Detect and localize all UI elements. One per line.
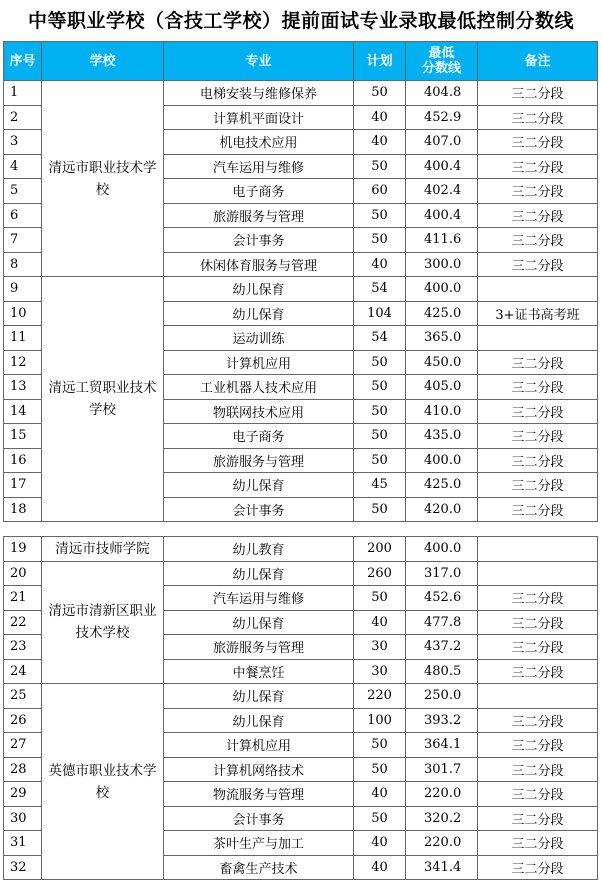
major-cell: 会计事务: [164, 228, 354, 253]
note-cell: 三二分段: [478, 610, 598, 635]
major-cell: 旅游服务与管理: [164, 203, 354, 228]
plan-cell: 220: [354, 684, 406, 709]
major-cell: 茶叶生产与加工: [164, 831, 354, 856]
header-school: 学校: [42, 42, 164, 81]
school-name-cell: 清远市技师学院: [42, 537, 164, 562]
major-cell: 汽车运用与维修: [164, 154, 354, 179]
major-cell: 幼儿保育: [164, 301, 354, 326]
min-score-cell: 220.0: [406, 782, 478, 807]
note-cell: 三二分段: [478, 733, 598, 758]
row-number: 27: [4, 733, 42, 758]
row-number: 15: [4, 424, 42, 449]
score-table-bottom: [3, 536, 598, 880]
plan-cell: 50: [354, 375, 406, 400]
note-cell: [478, 537, 598, 562]
note-cell: 三二分段: [478, 757, 598, 782]
note-cell: 三二分段: [478, 228, 598, 253]
row-number: 4: [4, 154, 42, 179]
min-score-cell: 300.0: [406, 252, 478, 277]
row-number: 14: [4, 399, 42, 424]
note-cell: [478, 684, 598, 709]
min-score-cell: 365.0: [406, 326, 478, 351]
row-number: 7: [4, 228, 42, 253]
row-number: 23: [4, 635, 42, 660]
min-score-cell: 402.4: [406, 179, 478, 204]
major-cell: 电子商务: [164, 179, 354, 204]
major-cell: 电梯安装与维修保养: [164, 81, 354, 106]
note-cell: 三二分段: [478, 81, 598, 106]
plan-cell: 40: [354, 130, 406, 155]
plan-cell: 30: [354, 659, 406, 684]
note-cell: [478, 277, 598, 302]
min-score-cell: 393.2: [406, 708, 478, 733]
min-score-cell: 480.5: [406, 659, 478, 684]
major-cell: 幼儿保育: [164, 610, 354, 635]
plan-cell: 40: [354, 855, 406, 880]
plan-cell: 50: [354, 81, 406, 106]
min-score-cell: 400.0: [406, 448, 478, 473]
row-number: 31: [4, 831, 42, 856]
major-cell: 中餐烹饪: [164, 659, 354, 684]
plan-cell: 50: [354, 586, 406, 611]
plan-cell: 50: [354, 424, 406, 449]
major-cell: 计算机平面设计: [164, 105, 354, 130]
major-cell: 物联网技术应用: [164, 399, 354, 424]
min-score-cell: 400.4: [406, 203, 478, 228]
major-cell: 幼儿保育: [164, 708, 354, 733]
row-number: 5: [4, 179, 42, 204]
note-cell: 三二分段: [478, 105, 598, 130]
min-score-cell: 250.0: [406, 684, 478, 709]
note-cell: 三二分段: [478, 130, 598, 155]
major-cell: 旅游服务与管理: [164, 635, 354, 660]
note-cell: 3+证书高考班: [478, 301, 598, 326]
row-number: 30: [4, 806, 42, 831]
row-number: 20: [4, 561, 42, 586]
major-cell: 工业机器人技术应用: [164, 375, 354, 400]
header-seq: 序号: [4, 42, 42, 81]
note-cell: 三二分段: [478, 448, 598, 473]
note-cell: 三二分段: [478, 399, 598, 424]
header-min-score: [406, 42, 478, 81]
major-cell: 会计事务: [164, 497, 354, 522]
row-number: 12: [4, 350, 42, 375]
min-score-cell: 400.4: [406, 154, 478, 179]
note-cell: 三二分段: [478, 782, 598, 807]
note-cell: 三二分段: [478, 424, 598, 449]
major-cell: 计算机应用: [164, 350, 354, 375]
plan-cell: 200: [354, 537, 406, 562]
row-number: 32: [4, 855, 42, 880]
min-score-cell: 400.0: [406, 277, 478, 302]
row-number: 2: [4, 105, 42, 130]
plan-cell: 104: [354, 301, 406, 326]
row-number: 16: [4, 448, 42, 473]
min-score-cell: 450.0: [406, 350, 478, 375]
plan-cell: 54: [354, 277, 406, 302]
row-number: 1: [4, 81, 42, 106]
plan-cell: 50: [354, 399, 406, 424]
table-row: [4, 561, 598, 586]
table-row: [4, 81, 598, 106]
note-cell: 三二分段: [478, 806, 598, 831]
min-score-cell: 437.2: [406, 635, 478, 660]
row-number: 28: [4, 757, 42, 782]
row-number: 25: [4, 684, 42, 709]
plan-cell: 100: [354, 708, 406, 733]
note-cell: 三二分段: [478, 586, 598, 611]
min-score-cell: 435.0: [406, 424, 478, 449]
note-cell: 三二分段: [478, 179, 598, 204]
min-score-cell: 411.6: [406, 228, 478, 253]
row-number: 8: [4, 252, 42, 277]
major-cell: 幼儿保育: [164, 561, 354, 586]
plan-cell: 50: [354, 350, 406, 375]
major-cell: 幼儿教育: [164, 537, 354, 562]
header-note: 备注: [478, 42, 598, 81]
row-number: 21: [4, 586, 42, 611]
row-number: 22: [4, 610, 42, 635]
note-cell: 三二分段: [478, 473, 598, 498]
note-cell: [478, 326, 598, 351]
major-cell: 计算机应用: [164, 733, 354, 758]
note-cell: 三二分段: [478, 855, 598, 880]
note-cell: 三二分段: [478, 635, 598, 660]
plan-cell: 50: [354, 448, 406, 473]
major-cell: 物流服务与管理: [164, 782, 354, 807]
plan-cell: 40: [354, 610, 406, 635]
min-score-cell: 400.0: [406, 537, 478, 562]
plan-cell: 30: [354, 635, 406, 660]
plan-cell: 50: [354, 757, 406, 782]
major-cell: 汽车运用与维修: [164, 586, 354, 611]
min-score-cell: 410.0: [406, 399, 478, 424]
table-header-row: [4, 42, 598, 81]
min-score-cell: 341.4: [406, 855, 478, 880]
min-score-cell: 364.1: [406, 733, 478, 758]
plan-cell: 54: [354, 326, 406, 351]
row-number: 17: [4, 473, 42, 498]
major-cell: 幼儿保育: [164, 473, 354, 498]
min-score-cell: 405.0: [406, 375, 478, 400]
min-score-cell: 317.0: [406, 561, 478, 586]
major-cell: 旅游服务与管理: [164, 448, 354, 473]
major-cell: 畜禽生产技术: [164, 855, 354, 880]
major-cell: 机电技术应用: [164, 130, 354, 155]
min-score-cell: 452.9: [406, 105, 478, 130]
plan-cell: 50: [354, 154, 406, 179]
score-table-top: [3, 41, 598, 522]
table-row: [4, 277, 598, 302]
row-number: 10: [4, 301, 42, 326]
row-number: 26: [4, 708, 42, 733]
row-number: 9: [4, 277, 42, 302]
school-name-cell: 清远工贸职业技术学校: [42, 277, 164, 522]
note-cell: 三二分段: [478, 252, 598, 277]
min-score-cell: 320.2: [406, 806, 478, 831]
note-cell: 三二分段: [478, 154, 598, 179]
header-min-score-line2: 分数线: [421, 61, 461, 76]
plan-cell: 40: [354, 782, 406, 807]
plan-cell: 260: [354, 561, 406, 586]
row-number: 24: [4, 659, 42, 684]
major-cell: 计算机网络技术: [164, 757, 354, 782]
plan-cell: 60: [354, 179, 406, 204]
header-major: 专业: [164, 42, 354, 81]
major-cell: 幼儿保育: [164, 277, 354, 302]
note-cell: 三二分段: [478, 831, 598, 856]
row-number: 13: [4, 375, 42, 400]
row-number: 3: [4, 130, 42, 155]
note-cell: 三二分段: [478, 203, 598, 228]
min-score-cell: 404.8: [406, 81, 478, 106]
row-number: 11: [4, 326, 42, 351]
plan-cell: 50: [354, 806, 406, 831]
note-cell: 三二分段: [478, 659, 598, 684]
school-name-cell: 清远市清新区职业技术学校: [42, 561, 164, 684]
min-score-cell: 425.0: [406, 473, 478, 498]
min-score-cell: 301.7: [406, 757, 478, 782]
note-cell: 三二分段: [478, 375, 598, 400]
major-cell: 运动训练: [164, 326, 354, 351]
note-cell: 三二分段: [478, 497, 598, 522]
school-name-cell: 清远市职业技术学校: [42, 81, 164, 277]
min-score-cell: 452.6: [406, 586, 478, 611]
row-number: 18: [4, 497, 42, 522]
min-score-cell: 477.8: [406, 610, 478, 635]
major-cell: 休闲体育服务与管理: [164, 252, 354, 277]
row-number: 29: [4, 782, 42, 807]
header-plan: 计划: [354, 42, 406, 81]
major-cell: 电子商务: [164, 424, 354, 449]
min-score-cell: 407.0: [406, 130, 478, 155]
school-name-cell: 英德市职业技术学校: [42, 684, 164, 880]
plan-cell: 50: [354, 497, 406, 522]
min-score-cell: 220.0: [406, 831, 478, 856]
min-score-cell: 420.0: [406, 497, 478, 522]
plan-cell: 40: [354, 105, 406, 130]
plan-cell: 50: [354, 733, 406, 758]
page-title: 中等职业学校（含技工学校）提前面试专业录取最低控制分数线: [27, 10, 574, 32]
row-number: 6: [4, 203, 42, 228]
major-cell: 幼儿保育: [164, 684, 354, 709]
plan-cell: 45: [354, 473, 406, 498]
plan-cell: 40: [354, 831, 406, 856]
note-cell: 三二分段: [478, 708, 598, 733]
major-cell: 会计事务: [164, 806, 354, 831]
header-min-score-line1: 最低: [428, 46, 455, 61]
note-cell: [478, 561, 598, 586]
table-row: [4, 537, 598, 562]
plan-cell: 50: [354, 228, 406, 253]
plan-cell: 40: [354, 252, 406, 277]
note-cell: 三二分段: [478, 350, 598, 375]
table-row: [4, 684, 598, 709]
min-score-cell: 425.0: [406, 301, 478, 326]
plan-cell: 50: [354, 203, 406, 228]
row-number: 19: [4, 537, 42, 562]
